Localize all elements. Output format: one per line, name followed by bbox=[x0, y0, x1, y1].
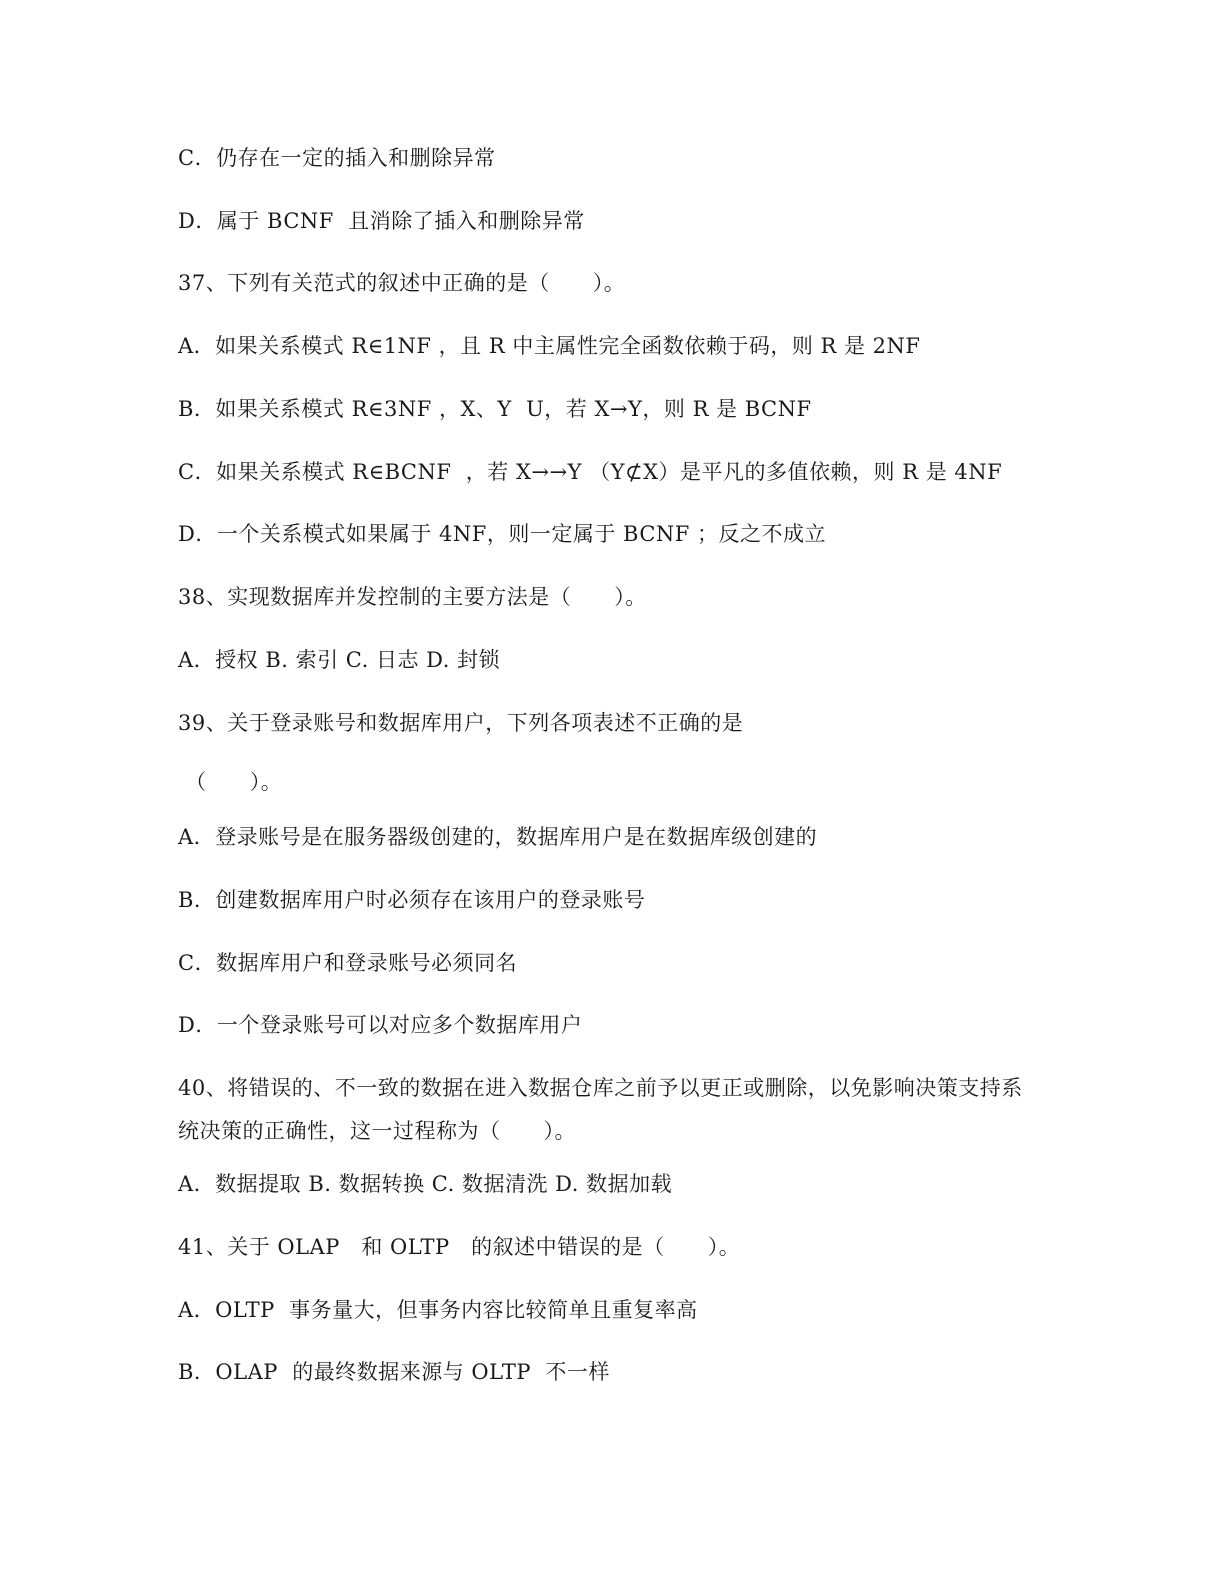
question-40: 40、将错误的、不一致的数据在进入数据仓库之前予以更正或删除，以免影响决策支持系 bbox=[178, 1076, 1023, 1100]
question-41: 41、关于 OLAP 和 OLTP 的叙述中错误的是（ ）。 bbox=[178, 1235, 741, 1259]
question-39-continued: （ ）。 bbox=[178, 770, 283, 794]
option-a-q39: A．登录账号是在服务器级创建的，数据库用户是在数据库级创建的 bbox=[178, 825, 818, 849]
option-d-q36: D．属于 BCNF 且消除了插入和删除异常 bbox=[178, 209, 585, 233]
question-39: 39、关于登录账号和数据库用户，下列各项表述不正确的是 bbox=[178, 711, 744, 735]
option-a-q41: A．OLTP 事务量大，但事务内容比较简单且重复率高 bbox=[178, 1298, 698, 1322]
option-d-q39: D．一个登录账号可以对应多个数据库用户 bbox=[178, 1013, 583, 1037]
question-40-continued: 统决策的正确性，这一过程称为（ ）。 bbox=[178, 1119, 577, 1143]
option-b-q41: B．OLAP 的最终数据来源与 OLTP 不一样 bbox=[178, 1360, 610, 1384]
options-q40: A．数据提取 B. 数据转换 C. 数据清洗 D. 数据加载 bbox=[178, 1172, 673, 1196]
question-37: 37、下列有关范式的叙述中正确的是（ ）。 bbox=[178, 271, 626, 295]
option-b-q37: B．如果关系模式 R∈3NF ，X、Y U，若 X→Y，则 R 是 BCNF bbox=[178, 397, 812, 421]
option-c-q36: C．仍存在一定的插入和删除异常 bbox=[178, 146, 496, 170]
option-c-q37: C．如果关系模式 R∈BCNF ，若 X→→Y （Y⊄X）是平凡的多值依赖，则 R 是 4NF bbox=[178, 460, 1003, 484]
option-b-q39: B．创建数据库用户时必须存在该用户的登录账号 bbox=[178, 888, 646, 912]
options-q38: A．授权 B. 索引 C. 日志 D. 封锁 bbox=[178, 648, 501, 672]
question-38: 38、实现数据库并发控制的主要方法是（ ）。 bbox=[178, 585, 647, 609]
option-d-q37: D．一个关系模式如果属于 4NF，则一定属于 BCNF ；反之不成立 bbox=[178, 522, 827, 546]
option-a-q37: A．如果关系模式 R∈1NF ，且 R 中主属性完全函数依赖于码，则 R 是 2NF bbox=[178, 334, 921, 358]
option-c-q39: C．数据库用户和登录账号必须同名 bbox=[178, 951, 518, 975]
